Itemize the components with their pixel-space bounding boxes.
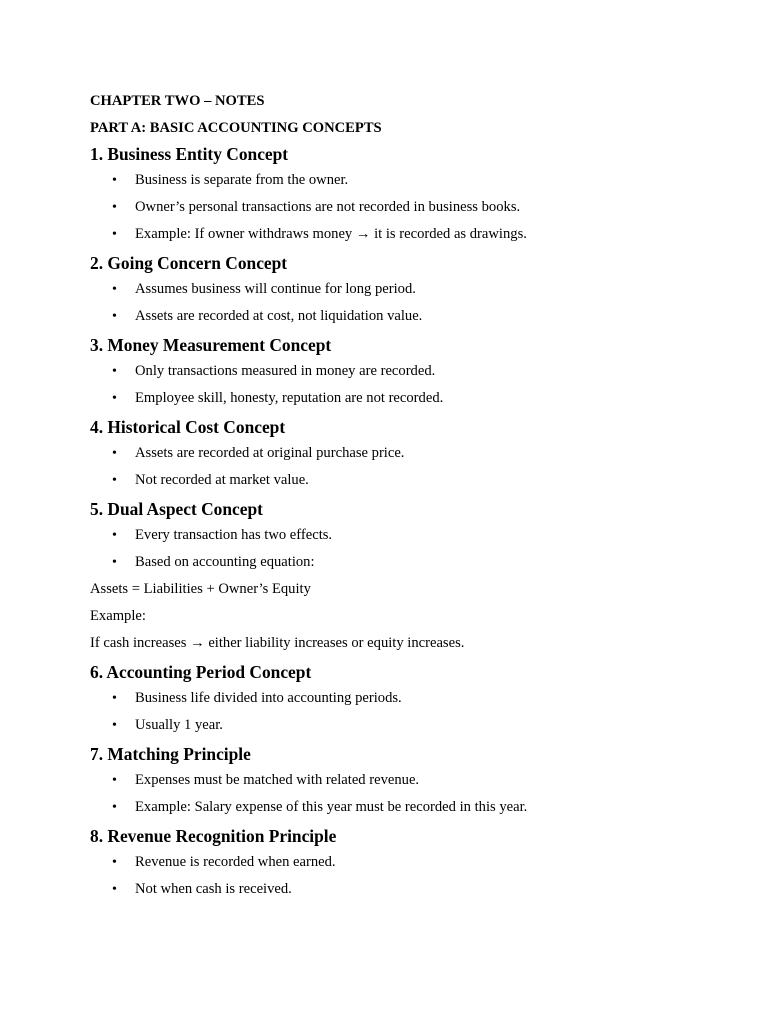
section-going-concern [90, 253, 690, 325]
bullet-icon: • [112, 718, 117, 733]
bullet-text: Only transactions measured in money are recorded. [135, 363, 436, 379]
section-heading: 2. Going Concern Concept [90, 253, 288, 273]
bullet-text: Owner’s personal transactions are not recorded in business books. [135, 199, 521, 215]
chapter-title: CHAPTER TWO – NOTES [90, 93, 265, 109]
bullet-text: Not when cash is received. [135, 881, 292, 897]
bullet-text: Example: Salary expense of this year must be recorded in this year. [135, 799, 528, 815]
section-matching-principle [90, 744, 690, 816]
part-title: PART A: BASIC ACCOUNTING CONCEPTS [90, 120, 382, 136]
section-money-measurement [90, 335, 690, 407]
bullet-text: Assets are recorded at cost, not liquidation value. [135, 308, 423, 324]
section-revenue-recognition [90, 826, 690, 898]
bullet-icon: • [112, 364, 117, 379]
bullet-icon: • [112, 391, 117, 406]
section-heading: 7. Matching Principle [90, 744, 251, 764]
section-business-entity [90, 144, 690, 243]
example-text: If cash increases → either liability increases or equity increases. [90, 635, 465, 651]
bullet-text: Business life divided into accounting periods. [135, 690, 402, 706]
section-heading: 1. Business Entity Concept [90, 144, 289, 164]
section-heading: 3. Money Measurement Concept [90, 335, 332, 355]
bullet-text: Assets are recorded at original purchase price. [135, 445, 405, 461]
bullet-icon: • [112, 227, 117, 242]
section-accounting-period [90, 662, 690, 734]
bullet-text: Expenses must be matched with related revenue. [135, 772, 420, 788]
bullet-item [90, 226, 690, 243]
bullet-item [90, 772, 690, 789]
section-historical-cost [90, 417, 690, 489]
example-label: Example: [90, 608, 146, 624]
bullet-list [90, 281, 690, 325]
bullet-icon: • [112, 691, 117, 706]
section-dual-aspect [90, 499, 690, 652]
accounting-equation: Assets = Liabilities + Owner’s Equity [90, 581, 311, 597]
bullet-text: Example: If owner withdraws money → it is recorded as drawings. [135, 226, 527, 242]
bullet-list [90, 854, 690, 898]
bullet-item [90, 199, 690, 216]
section-heading: 4. Historical Cost Concept [90, 417, 286, 437]
section-heading: 5. Dual Aspect Concept [90, 499, 263, 519]
bullet-item [90, 281, 690, 298]
bullet-text: Not recorded at market value. [135, 472, 309, 488]
bullet-item [90, 390, 690, 407]
bullet-text: Assumes business will continue for long period. [135, 281, 416, 297]
bullet-icon: • [112, 882, 117, 897]
bullet-icon: • [112, 800, 117, 815]
bullet-text: Business is separate from the owner. [135, 172, 349, 188]
bullet-item [90, 308, 690, 325]
bullet-icon: • [112, 773, 117, 788]
bullet-icon: • [112, 855, 117, 870]
bullet-item [90, 527, 690, 544]
bullet-item [90, 799, 690, 816]
bullet-text: Revenue is recorded when earned. [135, 854, 336, 870]
bullet-text: Employee skill, honesty, reputation are not recorded. [135, 390, 444, 406]
bullet-item [90, 854, 690, 871]
bullet-text: Usually 1 year. [135, 717, 223, 733]
bullet-list [90, 363, 690, 407]
bullet-list [90, 445, 690, 489]
bullet-list [90, 527, 690, 571]
bullet-item [90, 717, 690, 734]
bullet-icon: • [112, 446, 117, 461]
bullet-list [90, 772, 690, 816]
bullet-text: Based on accounting equation: [135, 554, 315, 570]
bullet-item [90, 472, 690, 489]
bullet-icon: • [112, 555, 117, 570]
section-heading: 8. Revenue Recognition Principle [90, 826, 337, 846]
bullet-item [90, 690, 690, 707]
bullet-icon: • [112, 200, 117, 215]
section-heading: 6. Accounting Period Concept [90, 662, 312, 682]
bullet-list [90, 690, 690, 734]
bullet-icon: • [112, 473, 117, 488]
bullet-list [90, 172, 690, 243]
bullet-item [90, 363, 690, 380]
bullet-icon: • [112, 282, 117, 297]
bullet-icon: • [112, 173, 117, 188]
bullet-item [90, 445, 690, 462]
bullet-icon: • [112, 309, 117, 324]
document-page [90, 93, 690, 908]
bullet-item [90, 554, 690, 571]
bullet-icon: • [112, 528, 117, 543]
bullet-item [90, 881, 690, 898]
bullet-text: Every transaction has two effects. [135, 527, 333, 543]
bullet-item [90, 172, 690, 189]
